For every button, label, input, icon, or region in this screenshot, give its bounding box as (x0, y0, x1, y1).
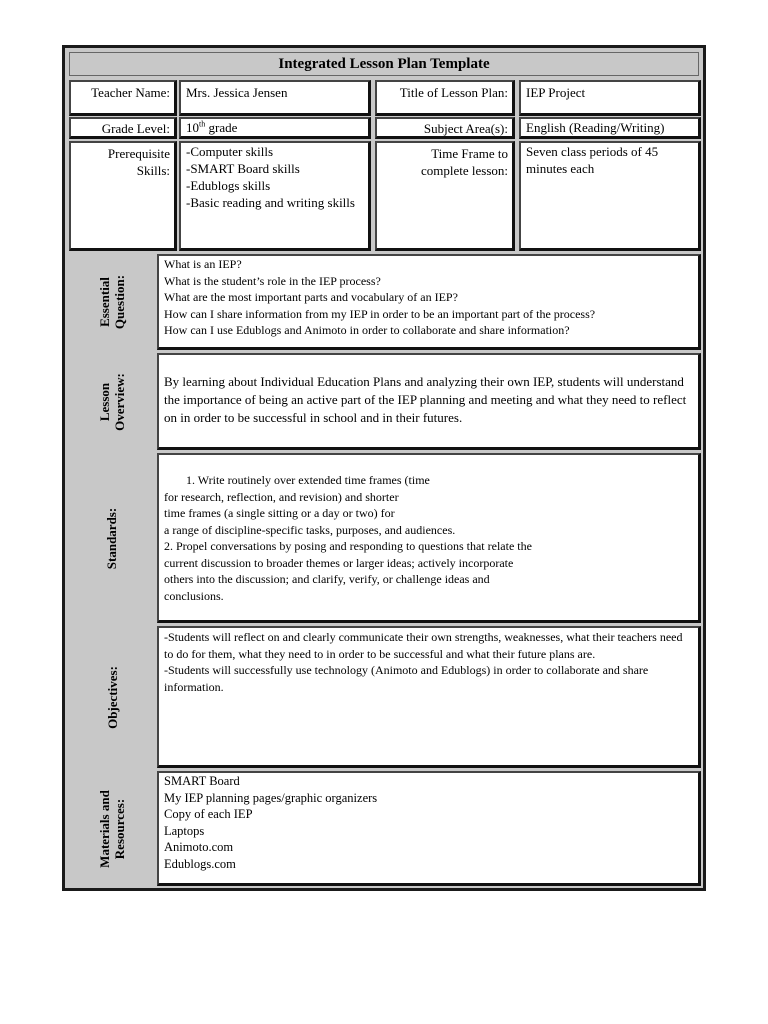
list-item: -Computer skills (186, 144, 274, 159)
grade-level-field[interactable] (179, 117, 371, 139)
question-line: What are the most important parts and vocabulary of an IEP? (164, 290, 458, 304)
timeframe-value: Seven class periods of 45 minutes each (526, 144, 659, 176)
grade-label-cell (69, 117, 177, 139)
list-item: -Basic reading and writing skills (186, 195, 355, 210)
objective-item: -Students will reflect on and clearly communicate their own strengths, weaknesses, what their teachers need to do for them, what they need to in order to be successful and what their future plans are. (164, 630, 683, 661)
standards-label: Standards: (104, 507, 120, 569)
lesson-title-label-cell (375, 80, 515, 116)
standard-line: current discussion to broader themes or larger ideas; actively incorporate (164, 555, 514, 570)
lesson-title-label: Title of Lesson Plan: (399, 85, 508, 100)
prereq-label-cell (69, 141, 177, 251)
question-line: What is an IEP? (164, 257, 242, 271)
list-item: Animoto.com (164, 840, 234, 854)
materials-label-line2: Resources: (111, 798, 127, 859)
essential-label-line2: Question: (111, 274, 127, 330)
essential-question-field[interactable] (157, 254, 701, 350)
subject-area-value: English (Reading/Writing) (526, 120, 665, 135)
standard-line: a range of discipline-specific tasks, purposes, and audiences. (164, 522, 456, 537)
timeframe-field[interactable] (519, 141, 701, 251)
objectives-field[interactable] (157, 626, 701, 768)
list-item: Edublogs.com (164, 856, 236, 871)
question-line: How can I use Edublogs and Animoto in order to collaborate and share information? (164, 323, 570, 337)
lesson-plan-table (62, 45, 706, 891)
essential-question-text (159, 256, 698, 341)
lesson-overview-label (69, 353, 155, 450)
list-item: Laptops (164, 823, 205, 838)
grade-level-label: Grade Level: (101, 121, 170, 136)
list-item: SMART Board (164, 774, 240, 788)
materials-field[interactable] (157, 771, 701, 886)
question-line: How can I share information from my IEP in order to be an important part of the process? (164, 306, 596, 321)
timeframe-label (421, 145, 508, 179)
timeframe-label-line1: Time Frame to (431, 146, 508, 161)
materials-list (159, 773, 698, 874)
standard-line: others into the discussion; and clarify, verify, or challenge ideas and (164, 572, 490, 586)
standard-line: 1. Write routinely over extended time frames (time (186, 473, 430, 487)
essential-label-line1: Essential (96, 277, 112, 327)
essential-question-label (69, 254, 155, 350)
lesson-overview-field[interactable] (157, 353, 701, 450)
materials-label-line1: Materials and (96, 789, 112, 868)
prereq-skills-list (181, 143, 368, 213)
grade-suffix: th (199, 119, 206, 129)
teacher-label-cell (69, 80, 177, 116)
teacher-name-value: Mrs. Jessica Jensen (186, 85, 288, 100)
lesson-title-value: IEP Project (526, 85, 586, 100)
prereq-label (108, 145, 170, 179)
standard-line: 2. Propel conversations by posing and responding to questions that relate the (164, 539, 532, 553)
timeframe-label-cell (375, 141, 515, 251)
prereq-label-line1: Prerequisite (107, 146, 170, 161)
grade-word: grade (205, 120, 238, 135)
list-item: -Edublogs skills (186, 178, 271, 193)
standards-field[interactable] (157, 453, 701, 623)
subject-area-field[interactable] (519, 117, 701, 139)
overview-label-line1: Lesson (96, 382, 112, 421)
standard-line: for research, reflection, and revision) and shorter (164, 489, 399, 504)
prereq-skills-field[interactable] (179, 141, 371, 251)
prereq-label-line2: Skills: (136, 163, 170, 178)
grade-level-value (181, 119, 368, 138)
question-line: What is the student’s role in the IEP process? (164, 273, 381, 288)
standard-line: time frames (a single sitting or a day or two) for (164, 506, 395, 520)
lesson-title-field[interactable] (519, 80, 701, 116)
lesson-overview-text: By learning about Individual Education Plans and analyzing their own IEP, students will understand the importance of being an active part of the IEP planning and meeting and what they need to reflect on in order to be successful in school and in their futures. (164, 374, 687, 425)
standard-line: conclusions. (164, 588, 224, 603)
list-item: Copy of each IEP (164, 807, 253, 821)
subject-area-label: Subject Area(s): (423, 121, 508, 136)
objective-item: -Students will successfully use technology (Animoto and Edublogs) in order to collaborate and share information. (164, 663, 649, 694)
grade-number: 10 (186, 120, 199, 135)
page-title: Integrated Lesson Plan Template (69, 52, 699, 76)
teacher-name-label: Teacher Name: (91, 85, 170, 100)
materials-label (69, 771, 155, 886)
list-item: -SMART Board skills (186, 161, 300, 176)
timeframe-label-line2: complete lesson: (420, 163, 508, 178)
objectives-label: Objectives: (104, 665, 120, 729)
standards-text (159, 455, 698, 606)
teacher-name-field[interactable] (179, 80, 371, 116)
subject-label-cell (375, 117, 515, 139)
overview-label-line2: Overview: (111, 372, 127, 431)
objectives-text (159, 628, 698, 697)
list-item: My IEP planning pages/graphic organizers (164, 790, 378, 805)
